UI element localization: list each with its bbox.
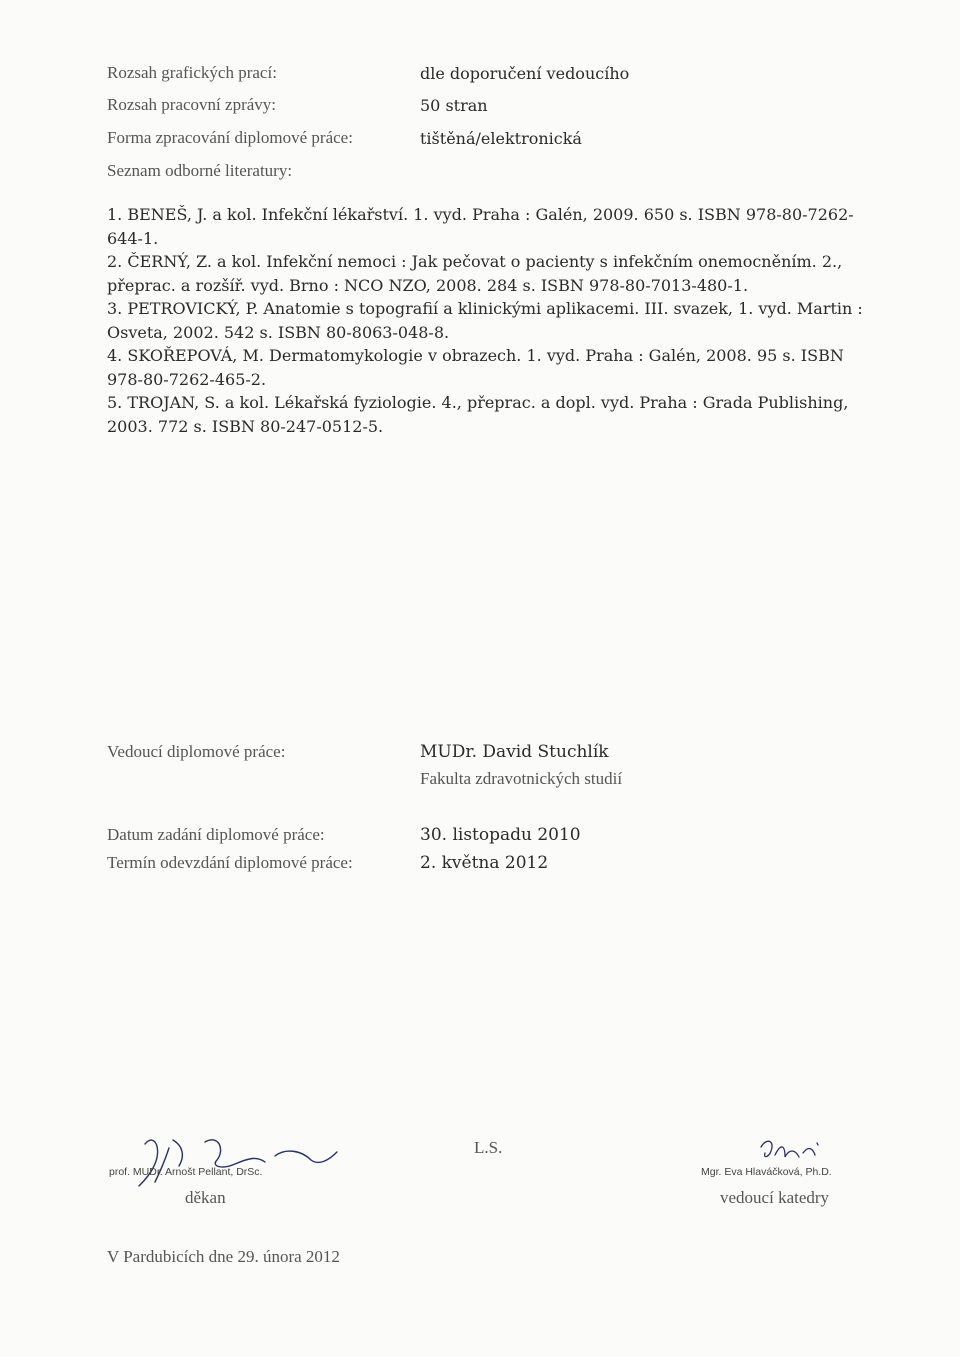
dean-signature: [125, 1130, 345, 1190]
field-value-form: tištěná/elektronická: [420, 129, 582, 148]
head-signature: [755, 1135, 825, 1165]
assignment-date-label: Datum zadání diplomové práce:: [107, 825, 325, 844]
supervisor-faculty: Fakulta zdravotnických studií: [420, 769, 623, 788]
literature-item: 3. PETROVICKÝ, P. Anatomie s topografií a klinickými aplikacemi. III. svazek, 1. vyd. Martin : Osveta, 2002. 542 s. ISBN 80-8063-048-8.: [107, 299, 863, 342]
literature-item: 4. SKOŘEPOVÁ, M. Dermatomykologie v obrazech. 1. vyd. Praha : Galén, 2008. 95 s. ISBN 978-80-7262-465-2.: [107, 346, 844, 389]
submission-date-value: 2. května 2012: [420, 853, 549, 873]
field-value-graphics: dle doporučení vedoucího: [420, 64, 630, 83]
dean-title: děkan: [185, 1188, 226, 1207]
head-title: vedoucí katedry: [720, 1188, 830, 1207]
field-label-form: Forma zpracování diplomové práce:: [107, 128, 353, 147]
literature-list: [107, 203, 867, 438]
seal-mark: L.S.: [474, 1138, 503, 1157]
field-label-graphics: Rozsah grafických prací:: [107, 63, 277, 82]
place-date: V Pardubicích dne 29. února 2012: [107, 1247, 340, 1266]
supervisor-name: MUDr. David Stuchlík: [420, 742, 609, 762]
assignment-date-value: 30. listopadu 2010: [420, 825, 581, 845]
head-name: Mgr. Eva Hlaváčková, Ph.D.: [701, 1166, 832, 1178]
literature-item: 2. ČERNÝ, Z. a kol. Infekční nemoci : Jak pečovat o pacienty s infekčním onemocněním. 2., přeprac. a rozšíř. vyd. Brno : NCO NZO, 2008. 284 s. ISBN 978-80-7013-480-1.: [107, 252, 843, 295]
submission-date-label: Termín odevzdání diplomové práce:: [107, 853, 353, 872]
literature-item: 1. BENEŠ, J. a kol. Infekční lékařství. 1. vyd. Praha : Galén, 2009. 650 s. ISBN 978-80-7262-644-1.: [107, 205, 854, 248]
field-label-literature: Seznam odborné literatury:: [107, 161, 293, 180]
dean-name: prof. MUDr. Arnošt Pellant, DrSc.: [109, 1166, 263, 1178]
supervisor-label: Vedoucí diplomové práce:: [107, 742, 286, 761]
literature-item: 5. TROJAN, S. a kol. Lékařská fyziologie. 4., přeprac. a dopl. vyd. Praha : Grada Publishing, 2003. 772 s. ISBN 80-247-0512-5.: [107, 393, 849, 436]
field-label-report: Rozsah pracovní zprávy:: [107, 95, 276, 114]
field-value-report: 50 stran: [420, 96, 488, 115]
